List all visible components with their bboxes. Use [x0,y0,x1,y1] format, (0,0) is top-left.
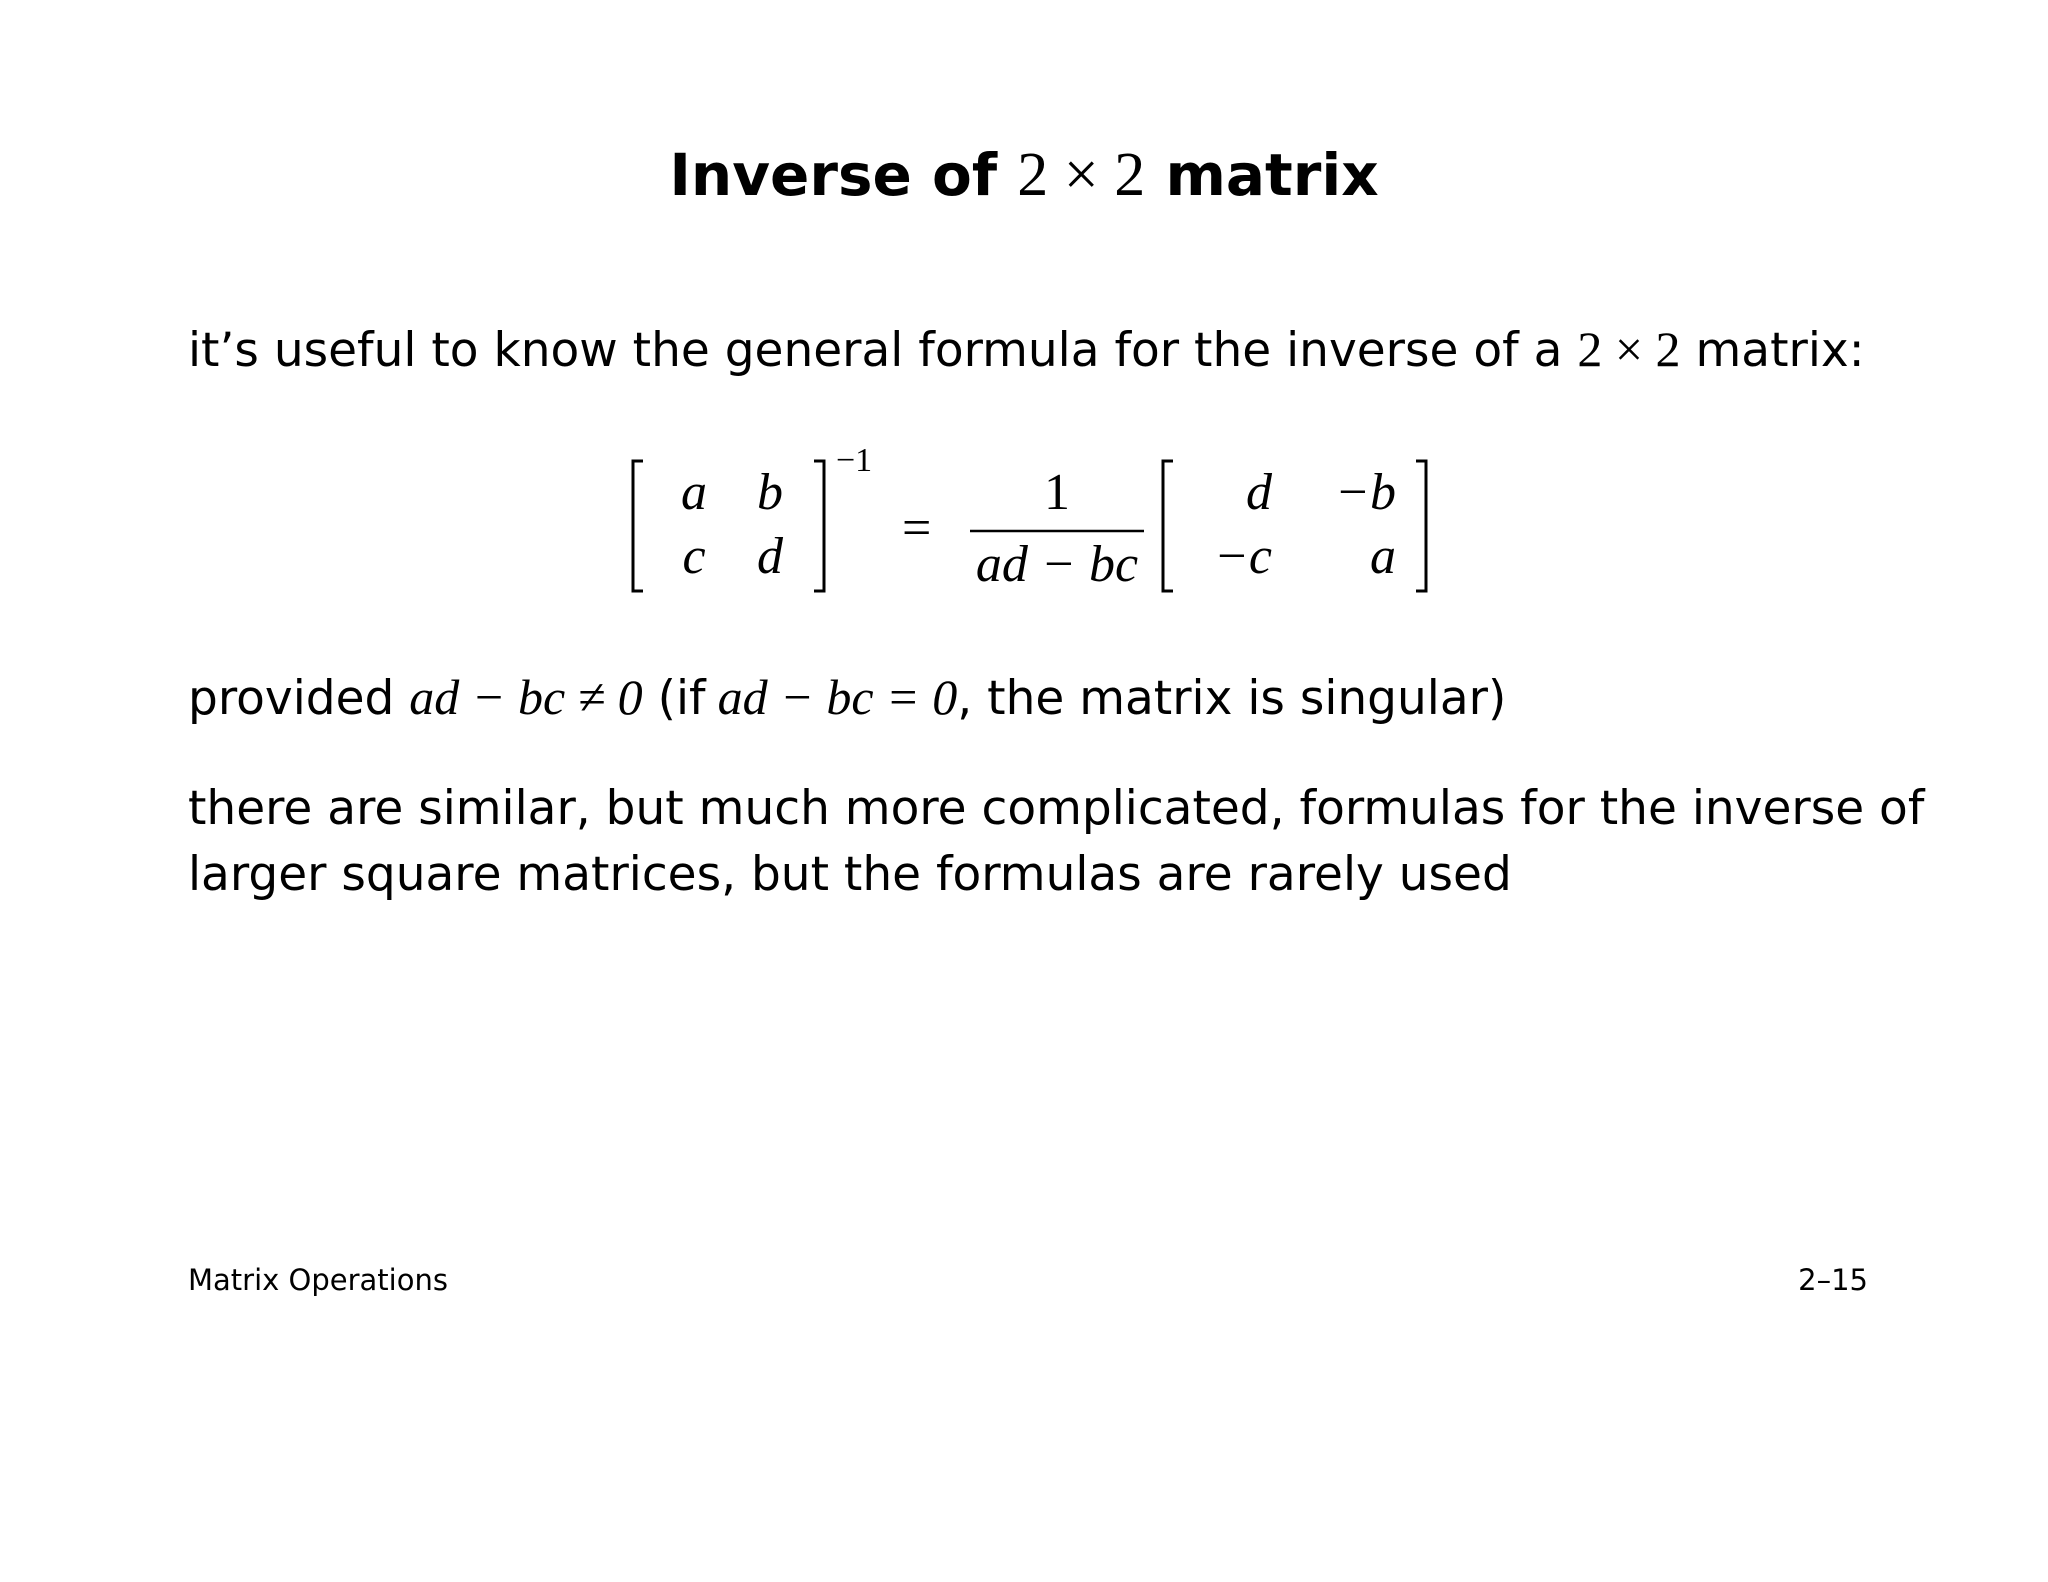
equals-sign: = [902,500,932,557]
remark-line-2: larger square matrices, but the formulas are rarely used [188,847,1512,902]
intro-paragraph [188,316,1865,384]
fraction-numerator: 1 [1044,464,1070,521]
rhs-matrix-a12: −b [1334,464,1396,521]
remark-paragraph [188,776,1924,908]
title-math: 2 × 2 [1017,141,1146,209]
lhs-matrix-a21: c [682,528,706,585]
slide-title [0,137,2048,213]
footer-page-number: 2–15 [1798,1263,1868,1297]
proviso-paren-open: (if [657,671,706,726]
proviso-word: provided [188,671,395,726]
footer-section-title: Matrix Operations [188,1263,448,1297]
lhs-matrix-a12: b [757,464,783,521]
proviso-singular-condition: ad − bc = 0 [717,669,958,725]
fraction-denominator: ad − bc [975,536,1139,593]
rhs-matrix-a11: d [1246,464,1272,521]
lhs-exponent: −1 [836,442,873,479]
remark-line-1: there are similar, but much more complicated, formulas for the inverse of [188,781,1925,836]
intro-text: it’s useful to know the general formula for the inverse of a [188,323,1563,378]
intro-math: 2 × 2 [1577,321,1681,377]
proviso-condition: ad − bc ≠ 0 [409,669,643,725]
lhs-matrix-a11: a [681,464,707,521]
rhs-matrix-a21: −c [1213,528,1272,585]
title-prefix: Inverse of [669,141,998,209]
lhs-matrix-a22: d [757,528,783,585]
intro-suffix: matrix: [1695,323,1865,378]
rhs-left-bracket [1163,461,1173,591]
lhs-right-bracket [814,461,824,591]
proviso-rest: , the matrix is singular) [957,671,1507,726]
lhs-left-bracket [633,461,643,591]
inverse-formula-equation [622,442,1442,599]
rhs-matrix-a22: a [1370,528,1396,585]
rhs-right-bracket [1416,461,1426,591]
title-suffix: matrix [1165,141,1379,209]
proviso-paragraph [188,664,1506,732]
